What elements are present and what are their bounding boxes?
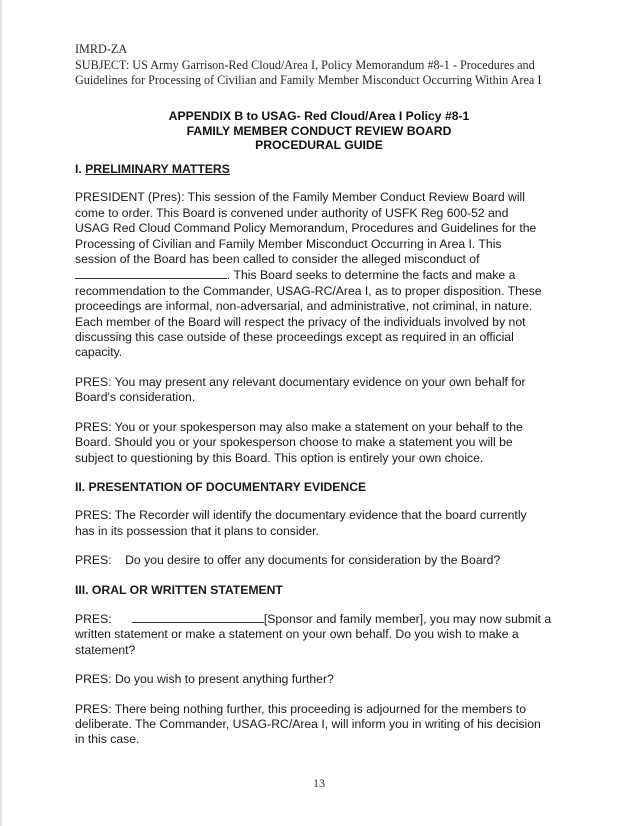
title-line-1: APPENDIX B to USAG- Red Cloud/Area I Policy #8-1 xyxy=(168,109,470,123)
paragraph-anything-further: PRES: Do you wish to present anything further? xyxy=(75,672,334,687)
paragraph-offer-documents: PRES: Do you desire to offer any documents for consideration by the Board? xyxy=(75,553,501,568)
appendix-title xyxy=(75,109,563,153)
section-heading-text: PRELIMINARY MATTERS xyxy=(85,162,230,176)
subject-line-1: SUBJECT: US Army Garrison-Red Cloud/Area I, Policy Memorandum #8-1 - Procedures and xyxy=(75,57,535,72)
title-line-2: FAMILY MEMBER CONDUCT REVIEW BOARD xyxy=(186,123,452,138)
paragraph-recorder: PRES: The Recorder will identify the documentary evidence that the board currently has in its possession that it plans to consider. xyxy=(75,508,527,538)
paragraph-spokesperson: PRES: You or your spokesperson may also make a statement on your behalf to the Board. Should you or your spokesperson choose to make a statement you will be subject to questioning by this Board. This option is entirely your own choice. xyxy=(75,419,523,465)
title-line-3: PROCEDURAL GUIDE xyxy=(255,138,383,153)
paragraph-submit-statement: PRES: [Sponsor and family member], you may now submit a written statement or make a statement on your own behalf. Do you wish to make a statement? xyxy=(75,611,552,657)
section-heading-statement: III. ORAL OR WRITTEN STATEMENT xyxy=(75,582,283,597)
section-heading-documentary-evidence: II. PRESENTATION OF DOCUMENTARY EVIDENCE xyxy=(75,479,367,494)
office-symbol: IMRD-ZA xyxy=(75,42,128,56)
blank-line-sponsor xyxy=(132,611,264,623)
subject-line-2: Guidelines for Processing of Civilian and Family Member Misconduct Occurring Within Area I xyxy=(75,73,542,88)
page-number: 13 xyxy=(313,776,325,790)
scan-edge-shadow xyxy=(0,0,3,826)
paragraph-adjourned: PRES: There being nothing further, this proceeding is adjourned for the members to deliberate. The Commander, USAG-RC/Area I, will inform you in writing of his decision in this case. xyxy=(75,701,541,747)
paragraph-president-opening: PRESIDENT (Pres): This session of the Family Member Conduct Review Board will come to order. This Board is convened under authority of USFK Reg 600-52 and USAG Red Cloud Command Policy Memorandum, Procedures and Guidelines for the Processing of Civilian and Family Member Misconduct Occurring in Area I. This session of the Board has been called to consider the alleged misconduct of . This Board seeks to determine the facts and make a recommendation to the Commander, USAG-RC/Area I, as to proper disposition. These proceedings are informal, non-adversarial, and administrative, not criminal, in nature. Each member of the Board will respect the privacy of the individuals involved by not discussing this case outside of these proceedings except as required in an official capacity. xyxy=(75,190,542,360)
paragraph-documentary-evidence: PRES: You may present any relevant documentary evidence on your own behalf for Board's consideration. xyxy=(75,374,526,405)
memo-header xyxy=(75,42,575,89)
section-heading-preliminary: I. PRELIMINARY MATTERS xyxy=(75,162,230,176)
document-body xyxy=(75,162,567,762)
blank-line-respondent xyxy=(75,267,227,279)
